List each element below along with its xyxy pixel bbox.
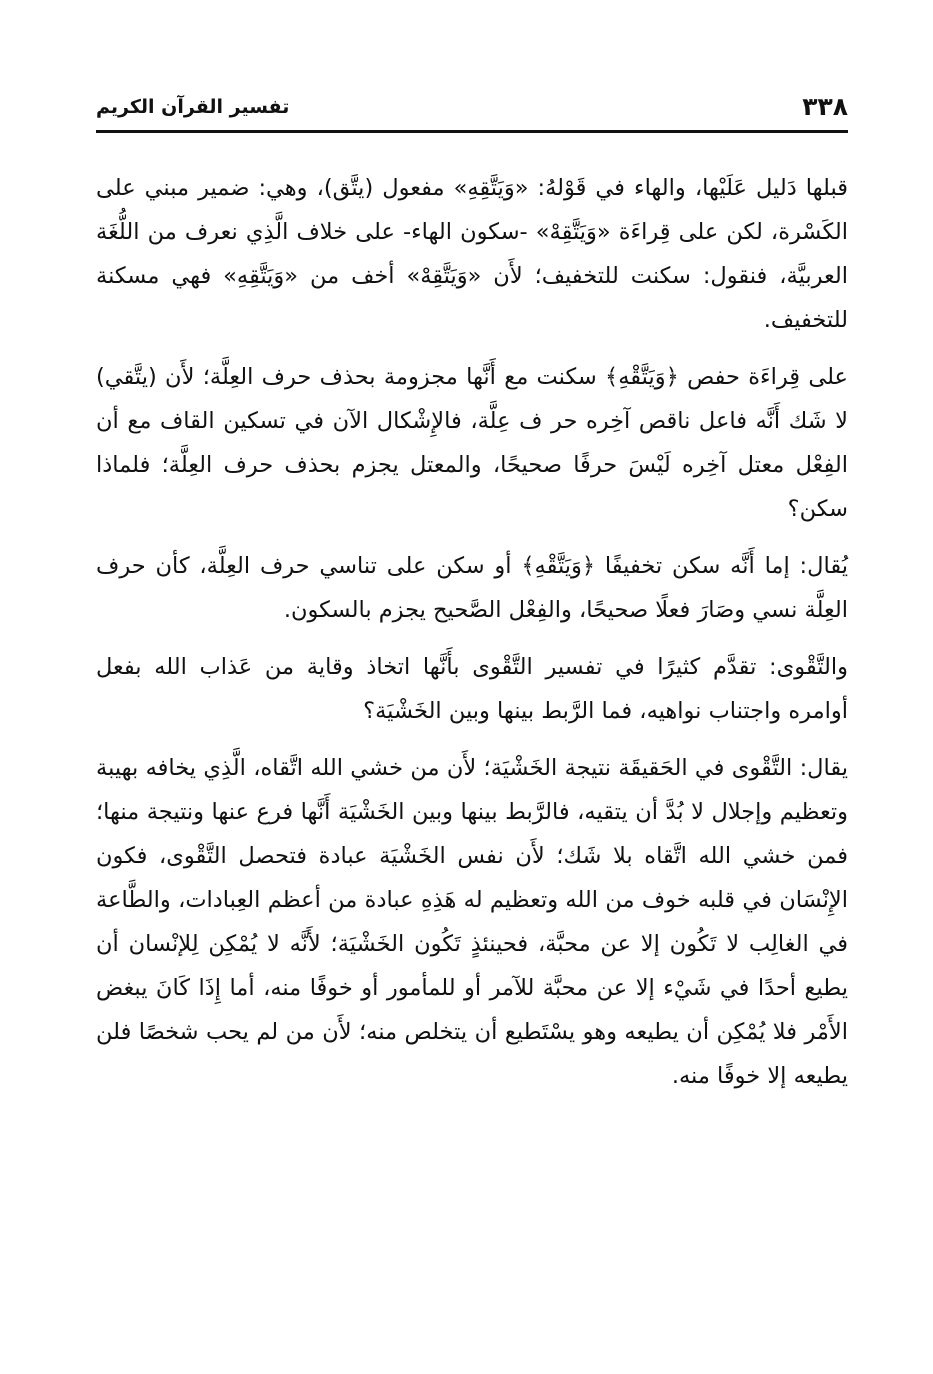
header-divider bbox=[96, 130, 848, 133]
paragraph-4: والتَّقْوى: تقدَّم كثيرًا في تفسير التَّقْوى بأَنَّها اتخاذ وقاية من عَذاب الله بفعل أوامره واجتناب نواهيه، فما الرَّبط بينها وبين الخَشْيَة؟ bbox=[96, 654, 848, 724]
paragraph-3: يُقال: إما أَنَّه سكن تخفيفًا ﴿وَيَتَّقْهِ﴾ أو سكن على تناسي حرف العِلَّة، كأن حرف العِلَّة نسي وصَارَ فعلًا صحيحًا، والفِعْل الصَّحيح يجزم بالسكون. bbox=[96, 553, 848, 623]
paragraph-2: على قِراءَة حفص ﴿وَيَتَّقْهِ﴾ سكنت مع أَنَّها مجزومة بحذف حرف العِلَّة؛ لأَن (يتَّقي) لا شَك أَنَّه فاعل ناقص آخِره حر ف عِلَّة، فالإِشْكال الآن في تسكين القاف مع أن الفِعْل معتل آخِره لَيْسَ حرفًا صحيحًا، والمعتل يجزم بحذف حرف العِلَّة؛ فلماذا سكن؟ bbox=[96, 364, 848, 522]
running-title: تفسير القرآن الكريم bbox=[96, 96, 290, 118]
paragraph-5: يقال: التَّقْوى في الحَقيقَة نتيجة الخَشْيَة؛ لأَن من خشي الله اتَّقاه، الَّذِي يخافه بهيبة وتعظيم وإجلال لا بُدَّ أن يتقيه، فالرَّبط بينها وبين الخَشْيَة أَنَّها فرع عنها ونتيجة منها؛ فمن خشي الله اتَّقاه بلا شَك؛ لأَن نفس الخَشْيَة عبادة فتحصل التَّقْوى، فكون الإِنْسَان في قلبه خوف من الله وتعظيم له هَذِهِ عبادة من أعظم العِبادات، والطَّاعة في الغالِب لا تَكُون إلا عن محبَّة، فحينئذٍ تَكُون الخَشْيَة؛ لأَنَّه لا يُمْكِن لِلإنْسان أن يطيع أحدًا في شَيْء إلا عن محبَّة للآمر أو للمأمور أو خوفًا منه، أما إِذَا كَانَ يبغض الأَمْر فلا يُمْكِن أن يطيعه وهو يسْتَطيع أن يتخلص منه؛ لأَن من لم يحب شخصًا فلن يطيعه إلا خوفًا منه. bbox=[96, 755, 848, 1089]
page-header bbox=[96, 90, 848, 128]
page-body bbox=[96, 166, 848, 1111]
page-number: ٣٣٨ bbox=[802, 92, 848, 121]
paragraph-1: قبلها دَليل عَلَيْها، والهاء في قَوْلهُ: «وَيَتَّقِهِ» مفعول (يتَّق)، وهي: ضمير مبني على الكَسْرة، لكن على قِراءَة «وَيَتَّقِهْ» -سكون الهاء- على خلاف الَّذِي نعرف من اللُّغَة العربيَّة، فنقول: سكنت للتخفيف؛ لأَن «وَيَتَّقِهْ» أخف من «وَيَتَّقِهِ» فهي مسكنة للتخفيف. bbox=[96, 175, 848, 333]
